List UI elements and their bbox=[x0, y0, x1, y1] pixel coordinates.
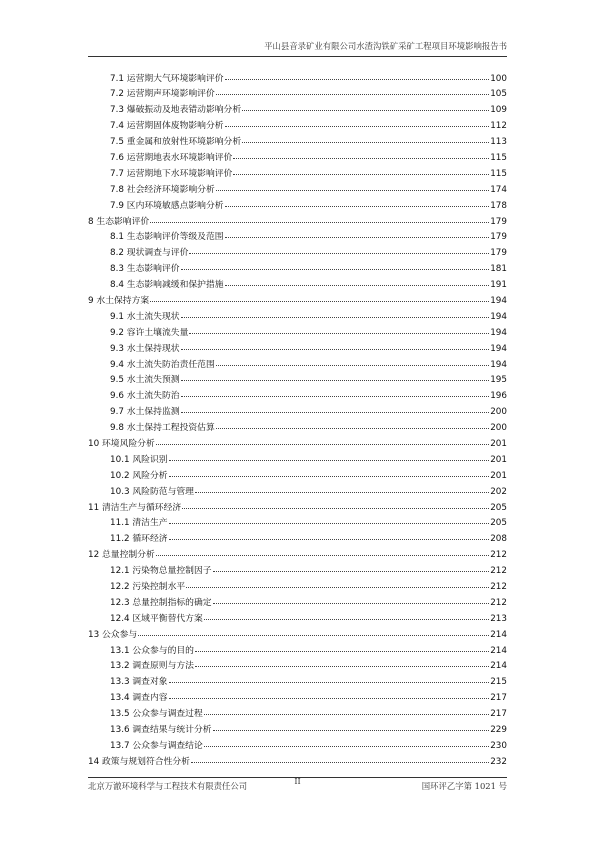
toc-entry-title: 7.5 重金属和放射性环境影响分析 bbox=[110, 137, 242, 148]
toc-entry-title: 10.1 风险识别 bbox=[110, 454, 168, 465]
toc-dot-leader bbox=[195, 666, 489, 667]
toc-section-entry[interactable] bbox=[88, 453, 507, 469]
toc-section-entry[interactable] bbox=[88, 326, 507, 342]
toc-entry-title: 12.3 总量控制指标的确定 bbox=[110, 597, 212, 608]
toc-dot-leader bbox=[150, 301, 489, 302]
toc-entry-title: 7.7 运营期地下水环境影响评价 bbox=[110, 168, 233, 179]
toc-section-entry[interactable] bbox=[88, 103, 507, 119]
toc-section-entry[interactable] bbox=[88, 421, 507, 437]
toc-dot-leader bbox=[225, 206, 490, 207]
toc-section-entry[interactable] bbox=[88, 342, 507, 358]
toc-entry-page-number: 232 bbox=[490, 756, 507, 767]
toc-entry-title: 9.4 水土流失防治责任范围 bbox=[110, 359, 215, 370]
toc-dot-leader bbox=[195, 651, 489, 652]
toc-dot-leader bbox=[204, 619, 489, 620]
toc-section-entry[interactable] bbox=[88, 135, 507, 151]
toc-entry-page-number: 229 bbox=[490, 725, 507, 736]
toc-entry-page-number: 205 bbox=[490, 502, 507, 513]
toc-entry-page-number: 112 bbox=[490, 121, 507, 132]
toc-entry-title: 10 环境风险分析 bbox=[88, 438, 155, 449]
toc-chapter-entry[interactable] bbox=[88, 215, 507, 231]
toc-entry-title: 9.3 水土保持现状 bbox=[110, 343, 180, 354]
toc-chapter-entry[interactable] bbox=[88, 755, 507, 771]
toc-entry-title: 7.8 社会经济环境影响分析 bbox=[110, 184, 215, 195]
page-header bbox=[88, 40, 507, 54]
toc-section-entry[interactable] bbox=[88, 564, 507, 580]
toc-section-entry[interactable] bbox=[88, 707, 507, 723]
toc-entry-title: 12.2 污染控制水平 bbox=[110, 582, 186, 592]
toc-entry-page-number: 194 bbox=[490, 327, 507, 338]
toc-dot-leader bbox=[181, 317, 490, 318]
toc-entry-title: 9.8 水土保持工程投资估算 bbox=[110, 423, 215, 434]
toc-entry-page-number: 191 bbox=[490, 280, 507, 291]
toc-entry-title: 13.4 调查内容 bbox=[110, 693, 168, 704]
toc-section-entry[interactable] bbox=[88, 739, 507, 755]
toc-dot-leader bbox=[213, 571, 490, 572]
toc-section-entry[interactable] bbox=[88, 580, 507, 596]
toc-entry-title: 13.2 调查原则与方法 bbox=[110, 661, 194, 672]
toc-section-entry[interactable] bbox=[88, 119, 507, 135]
toc-entry-page-number: 194 bbox=[490, 359, 507, 370]
toc-entry-title: 8.2 现状调查与评价 bbox=[110, 248, 189, 259]
toc-entry-page-number: 174 bbox=[490, 184, 507, 195]
toc-section-entry[interactable] bbox=[88, 532, 507, 548]
toc-entry-title: 13.1 公众参与的目的 bbox=[110, 645, 194, 656]
toc-section-entry[interactable] bbox=[88, 151, 507, 167]
toc-section-entry[interactable] bbox=[88, 183, 507, 199]
toc-entry-title: 9.7 水土保持监测 bbox=[110, 407, 180, 418]
toc-entry-title: 14 政策与规划符合性分析 bbox=[88, 756, 190, 767]
toc-dot-leader bbox=[182, 508, 489, 509]
toc-chapter-entry[interactable] bbox=[88, 548, 507, 564]
toc-entry-title: 12 总量控制分析 bbox=[88, 550, 155, 561]
toc-entry-page-number: 230 bbox=[490, 740, 507, 751]
toc-section-entry[interactable] bbox=[88, 675, 507, 691]
toc-entry-title: 9.5 水土流失预测 bbox=[110, 375, 180, 386]
table-of-contents bbox=[88, 72, 507, 771]
toc-entry-page-number: 212 bbox=[490, 582, 507, 592]
toc-entry-title: 9.6 水土流失防治 bbox=[110, 391, 180, 402]
toc-entry-title: 7.1 运营期大气环境影响评价 bbox=[110, 73, 224, 84]
toc-entry-page-number: 217 bbox=[490, 709, 507, 720]
footer-license-number: 国环评乙字第 1021 号 bbox=[421, 781, 507, 791]
toc-chapter-entry[interactable] bbox=[88, 628, 507, 644]
toc-section-entry[interactable] bbox=[88, 691, 507, 707]
toc-section-entry[interactable] bbox=[88, 278, 507, 294]
toc-chapter-entry[interactable] bbox=[88, 294, 507, 310]
toc-entry-title: 13.5 公众参与调查过程 bbox=[110, 709, 203, 720]
toc-chapter-entry[interactable] bbox=[88, 437, 507, 453]
toc-entry-title: 13 公众参与 bbox=[88, 629, 138, 640]
toc-entry-page-number: 214 bbox=[490, 661, 507, 672]
header-title: 平山县音录矿业有限公司水渣沟铁矿采矿工程项目环境影响报告书 bbox=[264, 41, 507, 51]
toc-dot-leader bbox=[233, 174, 489, 175]
toc-entry-page-number: 213 bbox=[490, 613, 507, 624]
toc-entry-page-number: 201 bbox=[490, 470, 507, 481]
toc-dot-leader bbox=[216, 365, 489, 366]
toc-entry-page-number: 200 bbox=[490, 423, 507, 434]
footer-company: 北京万澈环境科学与工程技术有限责任公司 bbox=[88, 781, 248, 791]
toc-entry-page-number: 105 bbox=[490, 89, 507, 100]
toc-dot-leader bbox=[169, 476, 490, 477]
toc-dot-leader bbox=[216, 428, 489, 429]
toc-entry-title: 13.3 调查对象 bbox=[110, 677, 168, 688]
toc-chapter-entry[interactable] bbox=[88, 501, 507, 517]
toc-dot-leader bbox=[216, 94, 489, 95]
toc-dot-leader bbox=[169, 539, 490, 540]
toc-entry-page-number: 212 bbox=[490, 597, 507, 608]
toc-entry-page-number: 194 bbox=[490, 295, 507, 306]
toc-section-entry[interactable] bbox=[88, 262, 507, 278]
toc-section-entry[interactable] bbox=[88, 405, 507, 421]
toc-entry-title: 7.4 运营期固体废物影响分析 bbox=[110, 121, 224, 132]
toc-dot-leader bbox=[225, 237, 490, 238]
toc-dot-leader bbox=[189, 333, 489, 334]
toc-entry-title: 9 水土保持方案 bbox=[88, 295, 150, 306]
toc-dot-leader bbox=[169, 523, 490, 524]
toc-entry-page-number: 196 bbox=[490, 391, 507, 402]
toc-dot-leader bbox=[138, 635, 489, 636]
toc-entry-page-number: 195 bbox=[490, 375, 507, 386]
toc-dot-leader bbox=[216, 190, 489, 191]
toc-dot-leader bbox=[242, 110, 489, 111]
toc-entry-title: 11.2 循环经济 bbox=[110, 534, 168, 545]
toc-dot-leader bbox=[169, 460, 490, 461]
toc-section-entry[interactable] bbox=[88, 612, 507, 628]
toc-entry-title: 13.6 调查结果与统计分析 bbox=[110, 725, 212, 736]
toc-section-entry[interactable] bbox=[88, 72, 507, 88]
toc-entry-title: 7.2 运营期声环境影响评价 bbox=[110, 89, 215, 100]
toc-dot-leader bbox=[169, 698, 490, 699]
toc-entry-title: 8.1 生态影响评价等级及范围 bbox=[110, 232, 224, 243]
toc-dot-leader bbox=[181, 412, 490, 413]
toc-section-entry[interactable] bbox=[88, 659, 507, 675]
toc-entry-title: 8.3 生态影响评价 bbox=[110, 264, 180, 275]
toc-entry-title: 8 生态影响评价 bbox=[88, 216, 150, 227]
toc-dot-leader bbox=[181, 396, 490, 397]
toc-section-entry[interactable] bbox=[88, 373, 507, 389]
toc-entry-title: 9.2 容许土壤流失量 bbox=[110, 327, 189, 338]
toc-section-entry[interactable] bbox=[88, 358, 507, 374]
toc-entry-title: 8.4 生态影响减缓和保护措施 bbox=[110, 280, 224, 291]
toc-dot-leader bbox=[204, 746, 489, 747]
toc-entry-page-number: 115 bbox=[490, 168, 507, 179]
toc-entry-page-number: 214 bbox=[490, 645, 507, 656]
toc-entry-page-number: 201 bbox=[490, 438, 507, 449]
toc-entry-page-number: 194 bbox=[490, 311, 507, 322]
toc-entry-page-number: 205 bbox=[490, 518, 507, 529]
toc-entry-page-number: 115 bbox=[490, 152, 507, 163]
toc-entry-title: 11 清洁生产与循环经济 bbox=[88, 502, 182, 513]
toc-dot-leader bbox=[181, 269, 490, 270]
toc-section-entry[interactable] bbox=[88, 389, 507, 405]
toc-entry-page-number: 201 bbox=[490, 454, 507, 465]
toc-dot-leader bbox=[191, 762, 489, 763]
toc-section-entry[interactable] bbox=[88, 310, 507, 326]
toc-section-entry[interactable] bbox=[88, 246, 507, 262]
toc-entry-page-number: 179 bbox=[490, 232, 507, 243]
toc-entry-title: 10.2 风险分析 bbox=[110, 470, 168, 481]
toc-section-entry[interactable] bbox=[88, 199, 507, 215]
toc-entry-page-number: 194 bbox=[490, 343, 507, 354]
toc-entry-title: 7.9 区内环境敏感点影响分析 bbox=[110, 200, 224, 211]
toc-section-entry[interactable] bbox=[88, 516, 507, 532]
page-footer bbox=[88, 777, 507, 794]
toc-entry-title: 12.1 污染物总量控制因子 bbox=[110, 566, 212, 577]
toc-entry-page-number: 214 bbox=[490, 629, 507, 640]
toc-dot-leader bbox=[156, 555, 489, 556]
toc-entry-title: 13.7 公众参与调查结论 bbox=[110, 740, 203, 751]
toc-dot-leader bbox=[213, 603, 490, 604]
toc-dot-leader bbox=[189, 253, 489, 254]
toc-dot-leader bbox=[225, 79, 490, 80]
toc-entry-page-number: 217 bbox=[490, 693, 507, 704]
toc-section-entry[interactable] bbox=[88, 644, 507, 660]
toc-entry-page-number: 100 bbox=[490, 73, 507, 84]
toc-entry-page-number: 212 bbox=[490, 566, 507, 577]
toc-section-entry[interactable] bbox=[88, 596, 507, 612]
toc-entry-page-number: 178 bbox=[490, 200, 507, 211]
toc-dot-leader bbox=[233, 158, 489, 159]
toc-entry-page-number: 179 bbox=[490, 248, 507, 259]
toc-entry-page-number: 113 bbox=[490, 137, 507, 148]
toc-entry-page-number: 109 bbox=[490, 105, 507, 116]
toc-entry-page-number: 179 bbox=[490, 216, 507, 227]
toc-entry-page-number: 212 bbox=[490, 550, 507, 561]
toc-entry-title: 9.1 水土流失现状 bbox=[110, 311, 180, 322]
toc-entry-title: 11.1 清洁生产 bbox=[110, 518, 168, 529]
toc-section-entry[interactable] bbox=[88, 87, 507, 103]
toc-section-entry[interactable] bbox=[88, 469, 507, 485]
toc-entry-title: 7.6 运营期地表水环境影响评价 bbox=[110, 152, 233, 163]
toc-dot-leader bbox=[225, 126, 490, 127]
toc-dot-leader bbox=[225, 285, 490, 286]
toc-entry-page-number: 181 bbox=[490, 264, 507, 275]
toc-entry-title: 7.3 爆破振动及地表错动影响分析 bbox=[110, 105, 242, 116]
toc-dot-leader bbox=[204, 714, 489, 715]
toc-dot-leader bbox=[169, 682, 490, 683]
toc-dot-leader bbox=[156, 444, 489, 445]
toc-dot-leader bbox=[195, 492, 489, 493]
toc-dot-leader bbox=[181, 349, 490, 350]
toc-entry-title: 10.3 风险防范与管理 bbox=[110, 486, 194, 497]
toc-section-entry[interactable] bbox=[88, 167, 507, 183]
toc-dot-leader bbox=[150, 222, 489, 223]
toc-section-entry[interactable] bbox=[88, 723, 507, 739]
toc-entry-page-number: 200 bbox=[490, 407, 507, 418]
footer-page-number: II bbox=[294, 777, 301, 786]
toc-section-entry[interactable] bbox=[88, 230, 507, 246]
toc-dot-leader bbox=[181, 380, 490, 381]
toc-entry-title: 12.4 区域平衡替代方案 bbox=[110, 613, 203, 624]
toc-entry-page-number: 208 bbox=[490, 534, 507, 545]
toc-dot-leader bbox=[242, 142, 489, 143]
toc-dot-leader bbox=[213, 730, 490, 731]
toc-entry-page-number: 215 bbox=[490, 677, 507, 688]
toc-dot-leader bbox=[186, 587, 489, 588]
toc-section-entry[interactable] bbox=[88, 485, 507, 501]
toc-entry-page-number: 202 bbox=[490, 486, 507, 497]
header-divider bbox=[88, 56, 507, 57]
